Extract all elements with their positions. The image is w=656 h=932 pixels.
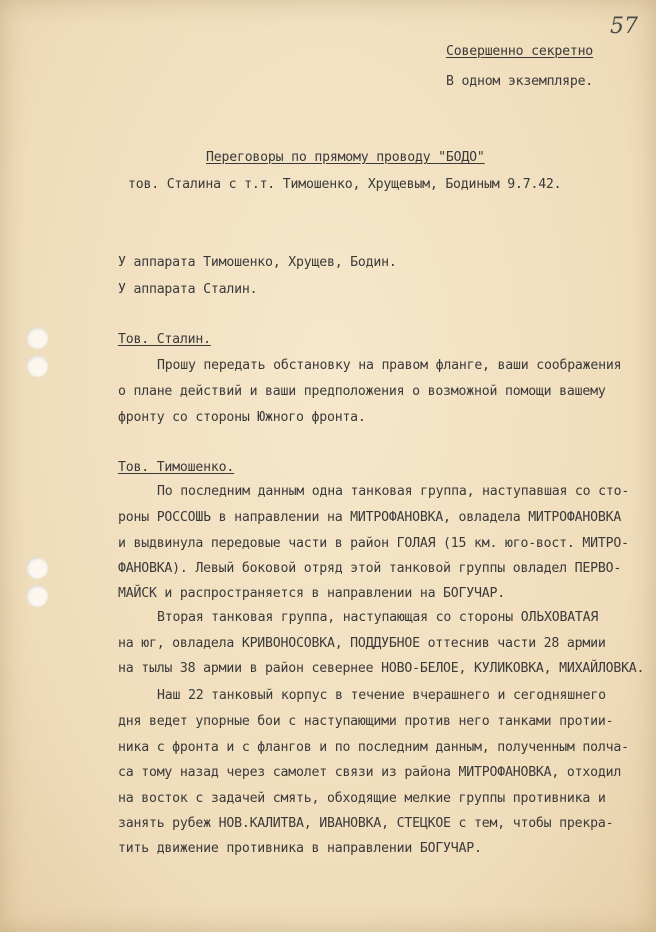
timoshenko-line: роны РОССОШЬ в направлении на МИТРОФАНОВКА, овладела МИТРОФАНОВКА [118,510,622,525]
timoshenko-line: ника с фронта и с флангов и по последним данным, полученным полча- [118,740,629,755]
timoshenko-line: тить движение противника в направлении БОГУЧАР. [118,841,482,856]
timoshenko-line: Вторая танковая группа, наступающая со стороны ОЛЬХОВАТАЯ [157,610,599,625]
binder-hole [26,355,48,377]
timoshenko-line: дня ведет упорные бои с наступающими против него танками протии- [118,714,614,729]
apparatus-line-2: У аппарата Сталин. [118,282,258,297]
stalin-line: фронту со стороны Южного фронта. [118,410,366,425]
document-title: Переговоры по прямому проводу "БОДО" [206,150,485,165]
apparatus-line-1: У аппарата Тимошенко, Хрущев, Бодин. [118,255,397,270]
binder-hole [26,585,48,607]
speaker-stalin: Тов. Сталин. [118,332,211,347]
timoshenko-line: занять рубеж НОВ.КАЛИТВА, ИВАНОВКА, СТЕЦКОЕ с тем, чтобы прекра- [118,816,614,831]
timoshenko-line: По последним данным одна танковая группа, наступавшая со сто- [157,484,630,499]
timoshenko-line: на тылы 38 армии в район севернее НОВО-БЕЛОЕ, КУЛИКОВКА, МИХАЙЛОВКА. [118,661,645,676]
timoshenko-line: и выдвинула передовые части в район ГОЛАЯ (15 км. юго-вост. МИТРО- [118,536,629,551]
page-number: 57 [610,14,638,39]
stalin-line: о плане действий и ваши предположения о возможной помощи вашему [118,384,606,399]
document-subtitle: тов. Сталина с т.т. Тимошенко, Хрущевым, Бодиным 9.7.42. [128,177,562,192]
classification-stamp: Совершенно секретно [446,44,594,59]
timoshenko-line: са тому назад через самолет связи из района МИТРОФАНОВКА, отходил [118,765,622,780]
timoshenko-line: на юг, овладела КРИВОНОСОВКА, ПОДДУБНОЕ оттеснив части 28 армии [118,636,606,651]
stalin-line: Прошу передать обстановку на правом фланге, ваши соображения [157,358,622,373]
timoshenko-line: Наш 22 танковый корпус в течение вчерашнего и сегодняшнего [157,688,606,703]
binder-hole [26,327,48,349]
binder-hole [26,557,48,579]
timoshenko-line: МАЙСК и распространяется в направлении на БОГУЧАР. [118,586,505,601]
speaker-timoshenko: Тов. Тимошенко. [118,460,235,475]
timoshenko-line: на восток с задачей смять, обходящие мелкие группы противника и [118,791,606,806]
copies-note: В одном экземпляре. [446,74,594,89]
timoshenko-line: ФАНОВКА). Левый боковой отряд этой танковой группы овладел ПЕРВО- [118,561,622,576]
